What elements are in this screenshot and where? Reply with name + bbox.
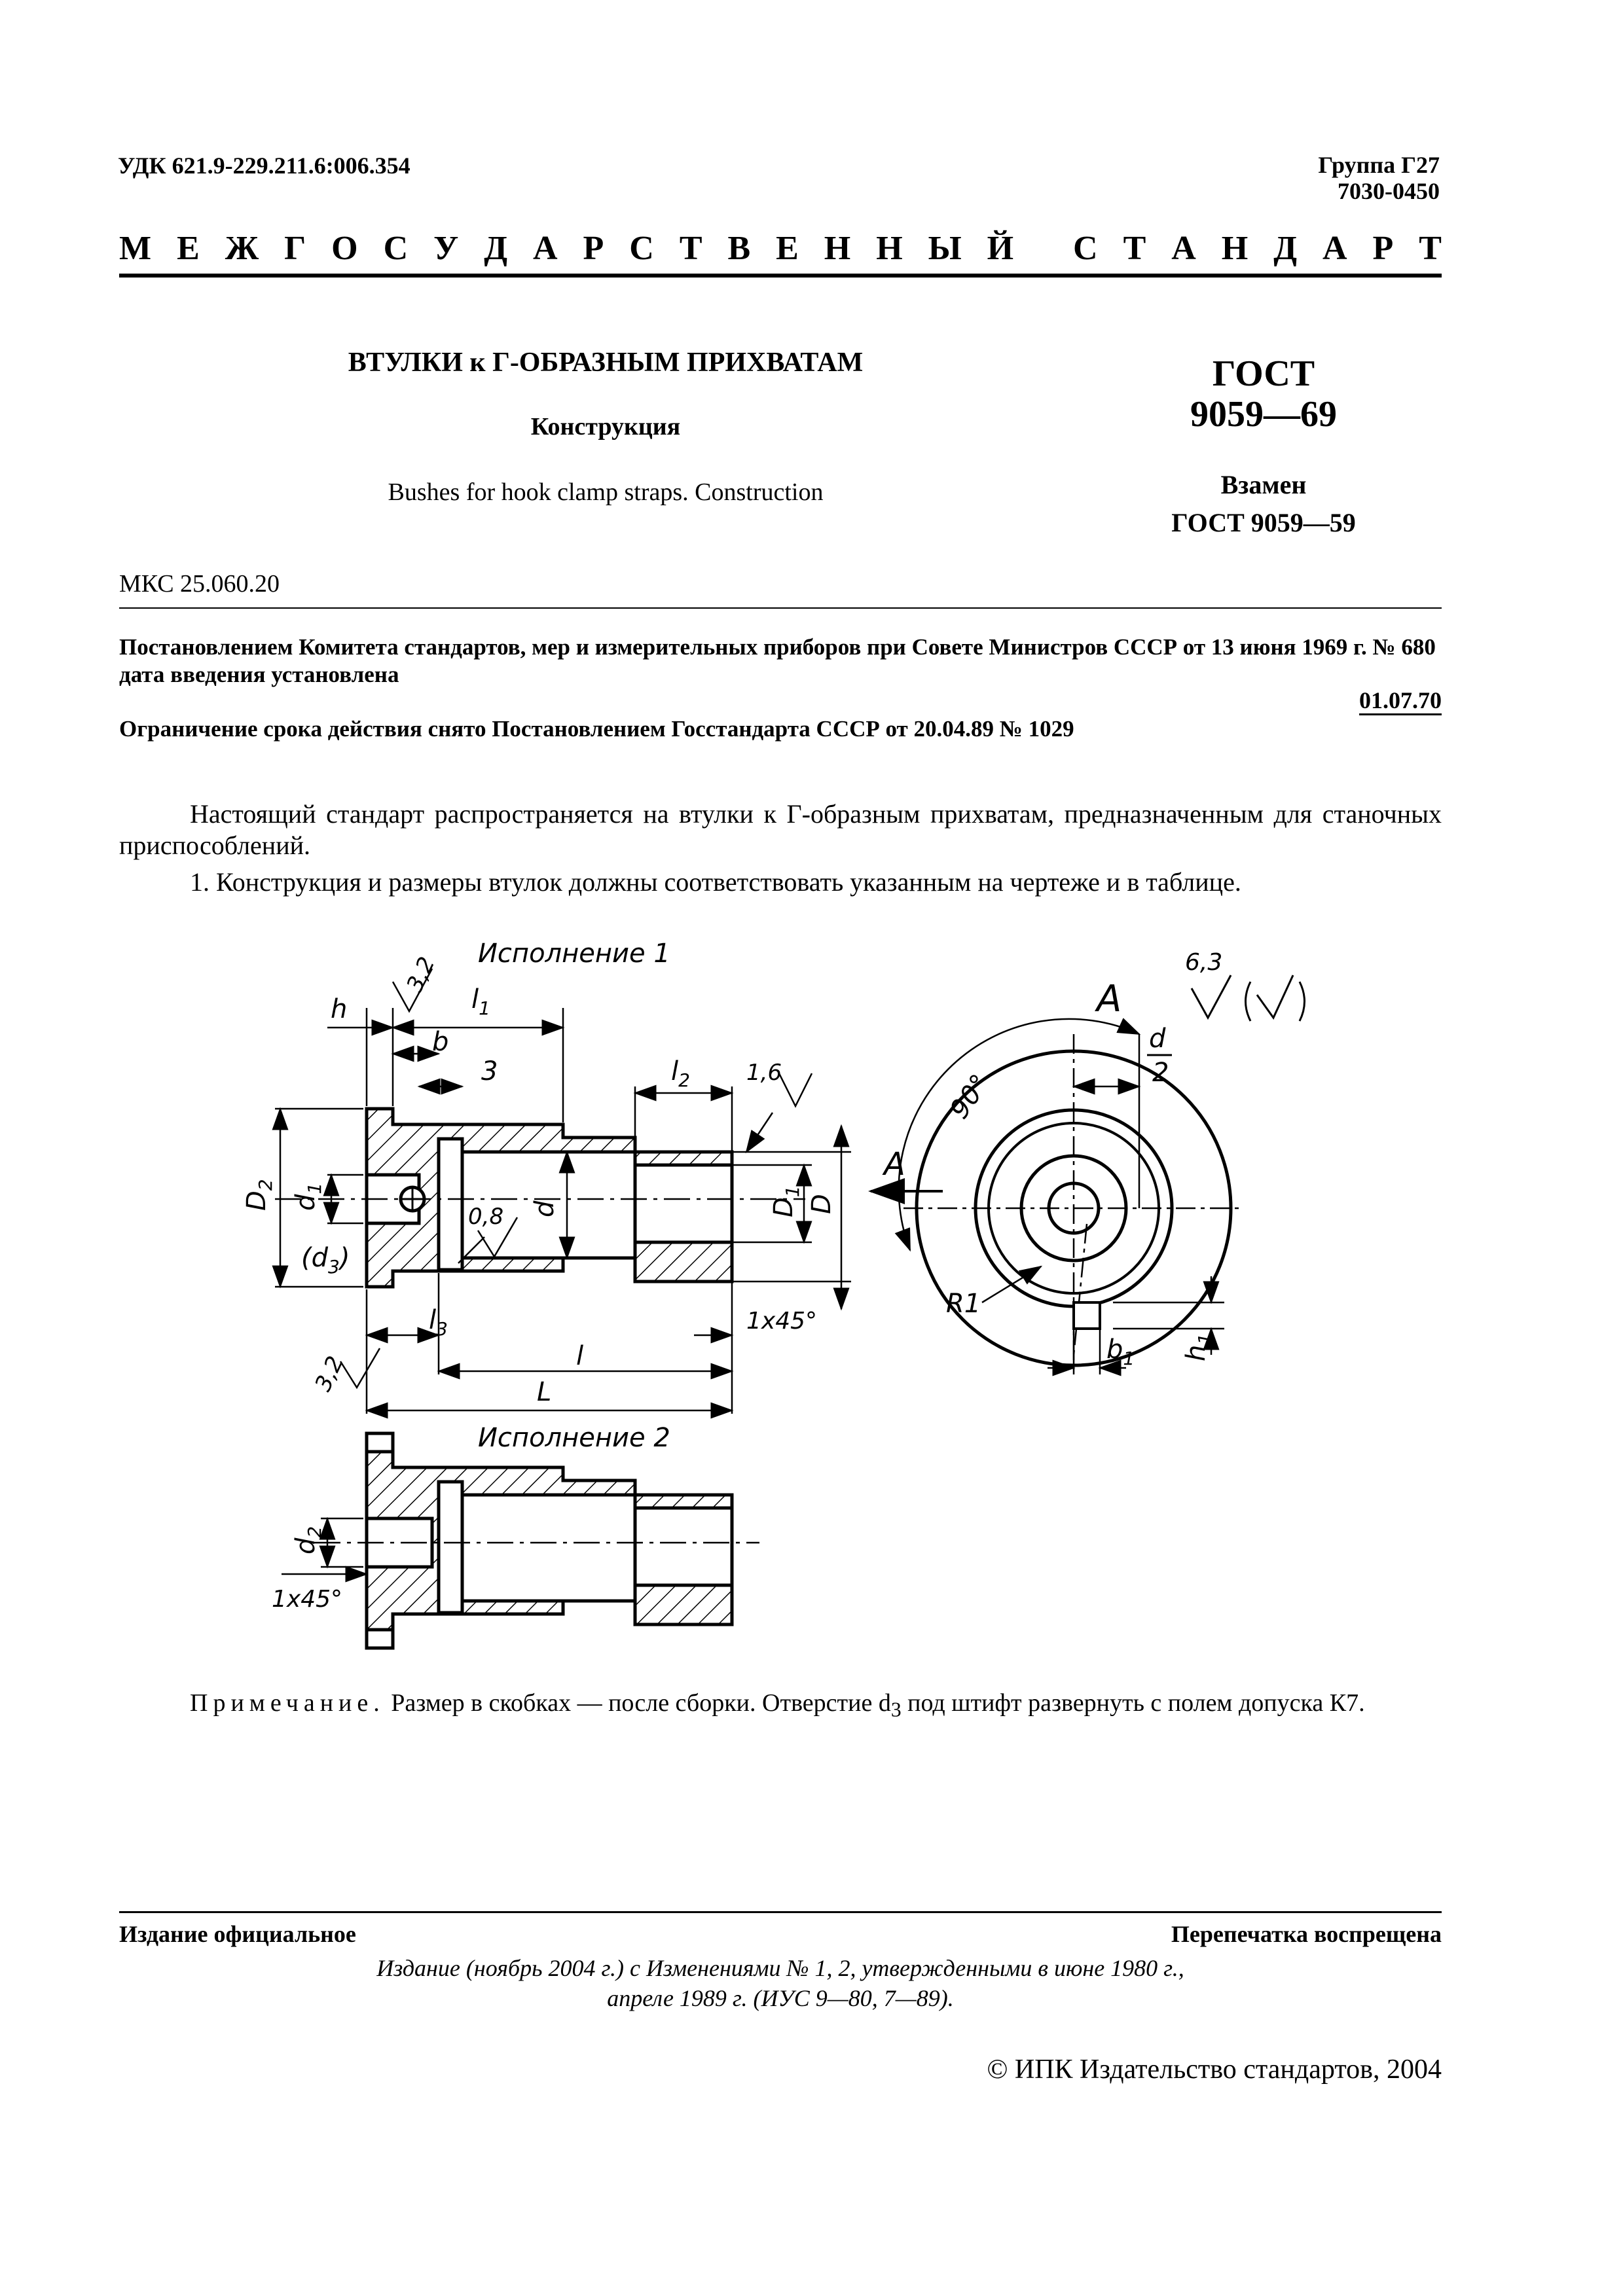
dim-l1: $l_1$ [471, 984, 490, 1019]
standard-type-letter: О [331, 230, 358, 267]
note-text-2: под штифт развернуть с полем допуска К7. [901, 1689, 1365, 1717]
dim-h1: $h_1$ [1181, 1333, 1216, 1361]
dim-d: d [530, 1200, 560, 1217]
standard-type-letter: С [1073, 230, 1098, 267]
dim-l: l [576, 1341, 584, 1371]
note-sub: 3 [890, 1698, 902, 1721]
radius-R1: R1 [946, 1289, 981, 1319]
standard-type-letter: А [533, 230, 558, 267]
intro-paragraph: Настоящий стандарт распространяется на втулки к Г-образным прихватам, предназначенным для станочных приспособлений. [119, 799, 1442, 860]
standard-type-letter: Й [987, 230, 1014, 267]
edition-line-2: апреле 1989 г. (ИУС 9—80, 7—89). [607, 1985, 954, 2011]
standard-type-letter: А [1171, 230, 1196, 267]
dim-three: 3 [481, 1056, 498, 1086]
dim-D: D [807, 1194, 837, 1214]
okp-code: 7030-0450 [1338, 178, 1440, 204]
view-a [871, 975, 1305, 1374]
standard-type-letter: Н [824, 230, 851, 267]
dim-half-d-num: d [1149, 1024, 1166, 1054]
standard-type-letter: Г [284, 230, 306, 267]
standard-type-letter: Н [1221, 230, 1249, 267]
standard-type-letter: М [119, 230, 152, 267]
dim-b: b [432, 1027, 449, 1057]
standard-type-letter: В [727, 230, 751, 267]
dim-d2: $d_2$ [291, 1526, 325, 1554]
limit-text: Ограничение срока действия снято Постановлением Госстандарта СССР от 20.04.89 № 1029 [119, 716, 1074, 742]
roughness-3-2-top: 3,2 [401, 953, 441, 996]
standard-type-letter: У [433, 230, 459, 267]
dim-h: h [331, 994, 348, 1024]
dim-l3: $l_3$ [429, 1305, 448, 1340]
standard-type-letter: Т [679, 230, 702, 267]
standard-type-letter: С [383, 230, 409, 267]
mks-code: МКС 25.060.20 [119, 570, 280, 598]
standard-type-letter: Е [177, 230, 200, 267]
gost-label: ГОСТ [1212, 353, 1315, 394]
variant-1-label: Исполнение 1 [478, 939, 670, 969]
edition-line-1: Издание (ноябрь 2004 г.) с Изменениями № 1, 2, утвержденными в июне 1980 г., [376, 1955, 1184, 1981]
standard-type-letter: Н [876, 230, 903, 267]
standard-type-letter: Д [484, 230, 508, 267]
official-edition: Издание официальное [119, 1921, 356, 1947]
roughness-0-8: 0,8 [468, 1204, 504, 1230]
standard-type-letter: А [1322, 230, 1347, 267]
chamfer-1: 1x45° [746, 1308, 818, 1335]
standard-type-letter: Т [1419, 230, 1442, 267]
dim-d3: $(d_3)$ [301, 1243, 350, 1278]
replaces-value: ГОСТ 9059—59 [1171, 508, 1356, 537]
dim-d1: $d_1$ [291, 1182, 325, 1211]
standard-type-letter: Е [776, 230, 799, 267]
standard-type-letter: Д [1273, 230, 1297, 267]
chamfer-2: 1x45° [272, 1586, 343, 1613]
dim-l2: $l_2$ [671, 1056, 690, 1091]
dim-b1: $b_1$ [1106, 1335, 1135, 1369]
note-prefix: Примечание. [190, 1689, 385, 1717]
item-1: 1. Конструкция и размеры втулок должны соответствовать указанным на чертеже и в таблице. [190, 867, 1241, 897]
variant-2-label: Исполнение 2 [478, 1423, 670, 1453]
standard-type-letter: Ж [225, 230, 259, 267]
arrow-a-label: A [884, 1146, 905, 1183]
udk-code: УДК 621.9-229.211.6:006.354 [118, 152, 410, 179]
roughness-3-2-bottom: 3,2 [310, 1352, 349, 1395]
introduction-date: 01.07.70 [1359, 687, 1442, 715]
replaces-label: Взамен [1220, 470, 1307, 499]
standard-type-letter: С [629, 230, 654, 267]
gost-code: 9059—69 [1190, 394, 1337, 435]
dim-half-d-den: 2 [1152, 1058, 1169, 1088]
drawing-note [190, 1689, 1365, 1722]
note-text: Размер в скобках — после сборки. Отверстие d [384, 1689, 891, 1717]
variant-2-section [367, 1433, 732, 1648]
reprint-prohibited: Перепечатка воспрещена [1171, 1921, 1442, 1947]
standard-type-letter: Т [1123, 230, 1146, 267]
edition-info [119, 1953, 1442, 2013]
footer-rule [119, 1911, 1442, 1913]
variant-1-section [367, 1109, 732, 1287]
decree-text: Постановлением Комитета стандартов, мер и измерительных приборов при Совете Министров СССР от 13 июня 1969 г. № 680 дата введения установлена [119, 634, 1436, 687]
dim-L: L [537, 1377, 552, 1407]
dim-D2: $D_2$ [242, 1179, 276, 1211]
roughness-1-6: 1,6 [746, 1060, 782, 1086]
group-label: Группа Г27 [1318, 152, 1440, 178]
angle-90: 90° [944, 1069, 996, 1124]
dim-D1: $D_1$ [769, 1185, 803, 1217]
view-a-label: A [1097, 978, 1122, 1020]
standard-type-letter: Р [1372, 230, 1394, 267]
english-title: Bushes for hook clamp straps. Construction [388, 478, 824, 506]
standard-type-letter: Р [583, 230, 604, 267]
document-title: ВТУЛКИ к Г-ОБРАЗНЫМ ПРИХВАТАМ [348, 348, 864, 378]
roughness-main: 6,3 [1185, 949, 1223, 976]
standard-type-letter: Ы [928, 230, 962, 267]
document-subtitle: Конструкция [530, 413, 681, 440]
copyright: © ИПК Издательство стандартов, 2004 [987, 2054, 1442, 2085]
